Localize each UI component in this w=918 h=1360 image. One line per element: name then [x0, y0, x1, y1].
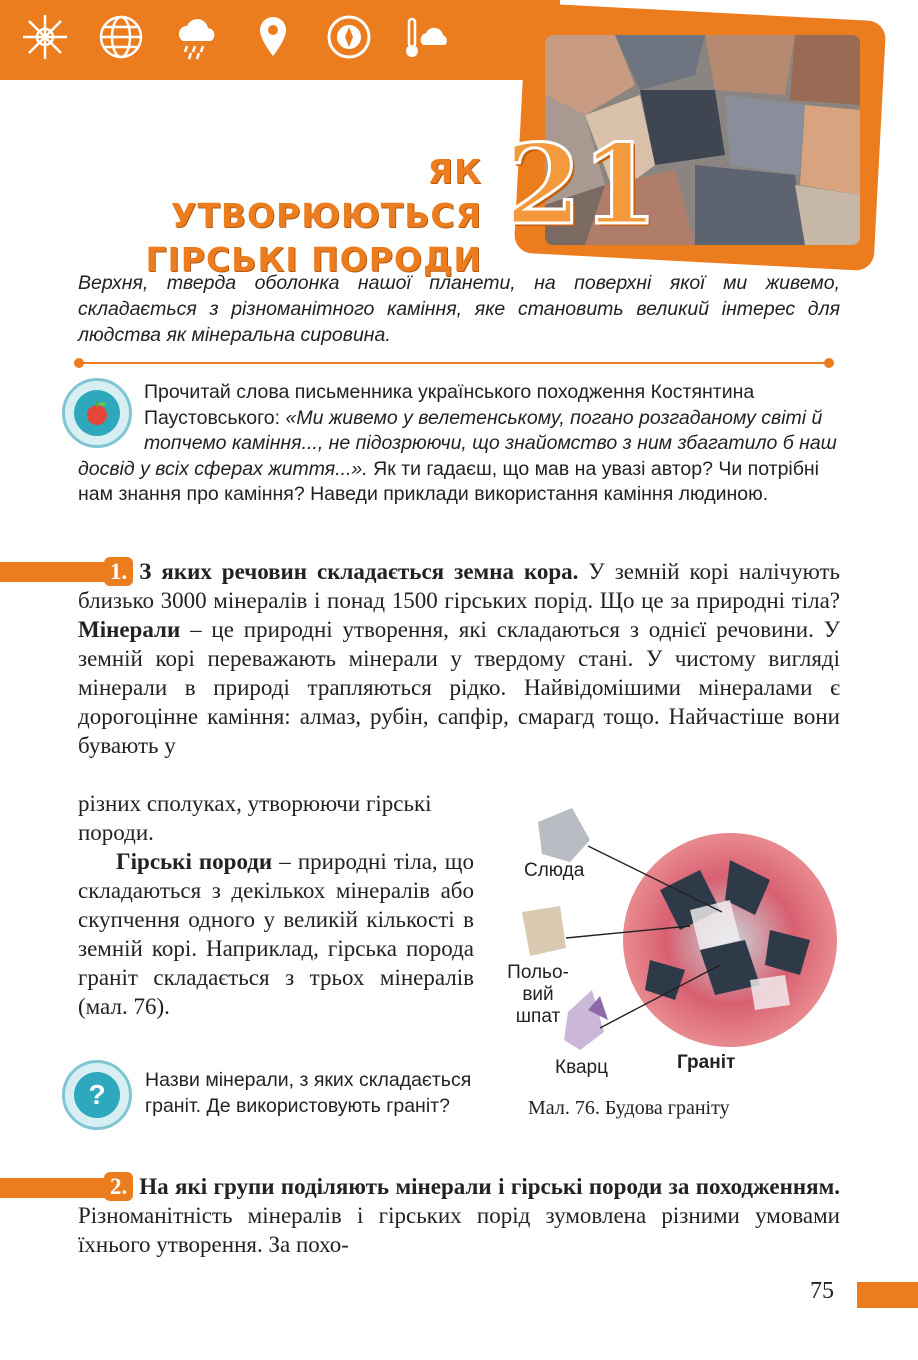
- divider: [78, 362, 830, 364]
- rain-cloud-icon: [170, 10, 224, 64]
- page-number: 75: [810, 1278, 834, 1304]
- section1-p1b: – це природні утворення, які складаються з однієї речовини. У земній корі переважають мінерали у твердому стані. У чистому вигляді мінерали в природі трапляються рідко. Найвідомішими мінералами є дорогоцінне каміння: алмаз, рубін, сапфір, смарагд тощо. Найчастіше вони бувають у: [78, 617, 840, 758]
- header-bar: [0, 0, 560, 80]
- question-text: Назви мінерали, з яких складається граніт. Де використовують граніт?: [145, 1069, 472, 1117]
- chapter-title: [120, 150, 482, 282]
- chapter-number: 21: [505, 120, 659, 249]
- section2-body: Різноманітність мінералів і гірських порід зумовлена різними умовами їхнього утворення. За похо-: [78, 1203, 840, 1257]
- label-quartz: Кварц: [555, 1057, 608, 1078]
- divider-dot-left: [74, 358, 84, 368]
- badge-spacer: [78, 380, 144, 454]
- intro-paragraph: Верхня, тверда оболонка нашої планети, на поверхні якої ми живемо, складається з різноманітного каміння, яке становить великий інтерес для людства як мінеральна сировина.: [78, 272, 840, 346]
- map-pin-icon: [246, 10, 300, 64]
- label-mica: Слюда: [524, 860, 585, 881]
- task-quote: «Ми живемо у велетенському, погано розгаданому світі й топчемо каміння..., не підозрюючи, що знайомство з ним збагатило б наш досвід у всіх сферах життя...».: [78, 406, 837, 480]
- label-granite: Граніт: [677, 1052, 736, 1073]
- task-text-end: Як ти гадаєш, що мав на увазі автор? Чи потрібні нам знання про каміння? Наведи приклади використання каміння людиною.: [78, 457, 820, 505]
- thermometer-cloud-icon: [398, 10, 452, 64]
- question-mark-icon: ?: [74, 1072, 120, 1118]
- section1-number: 1.: [104, 557, 133, 586]
- feldspar-sample: [522, 906, 566, 956]
- task-reading: [78, 380, 840, 508]
- section1-left-column: [78, 789, 474, 1021]
- title-line2: ГІРСЬКІ ПОРОДИ: [145, 240, 482, 279]
- figure-caption: Мал. 76. Будова граніту: [528, 1097, 730, 1119]
- globe-icon: [94, 10, 148, 64]
- term-minerals: Мінерали: [78, 617, 181, 642]
- section1-p2-text: – природні тіла, що складаються з декількох мінералів або скупчення одного у великій кількості в земній корі. Наприклад, гірська порода граніт складається з трьох мінералів (мал. 76).: [78, 849, 474, 1019]
- mica-sample: [538, 808, 590, 862]
- page-tab: [857, 1282, 918, 1308]
- section2-text: [78, 1172, 840, 1259]
- section1-text: [78, 557, 840, 760]
- divider-dot-right: [824, 358, 834, 368]
- section2-heading: На які групи поділяють мінерали і гірські породи за походженням.: [139, 1174, 840, 1199]
- section1-p1a: У земній корі налічують близько 3000 мінералів і понад 1500 гірських порід. Що це за природні тіла?: [78, 559, 840, 613]
- task-text-start: Прочитай слова письменника українського походження Костянтина Паустовського:: [144, 381, 755, 429]
- term-rocks: Гірські породи: [116, 849, 273, 874]
- compass-rose-icon: [18, 10, 72, 64]
- section1-p1c: різних сполуках, утворюючи гірські породи.: [78, 791, 432, 845]
- section1-heading: З яких речовин складається земна кора.: [139, 559, 579, 584]
- section2-number: 2.: [104, 1172, 133, 1201]
- label-feldspar: Польо- вий шпат: [507, 962, 569, 1027]
- question-badge: [62, 1060, 132, 1130]
- section1-p2: [78, 847, 474, 1021]
- title-line1: ЯК УТВОРЮЮТЬСЯ: [170, 152, 482, 235]
- compass-icon: [322, 10, 376, 64]
